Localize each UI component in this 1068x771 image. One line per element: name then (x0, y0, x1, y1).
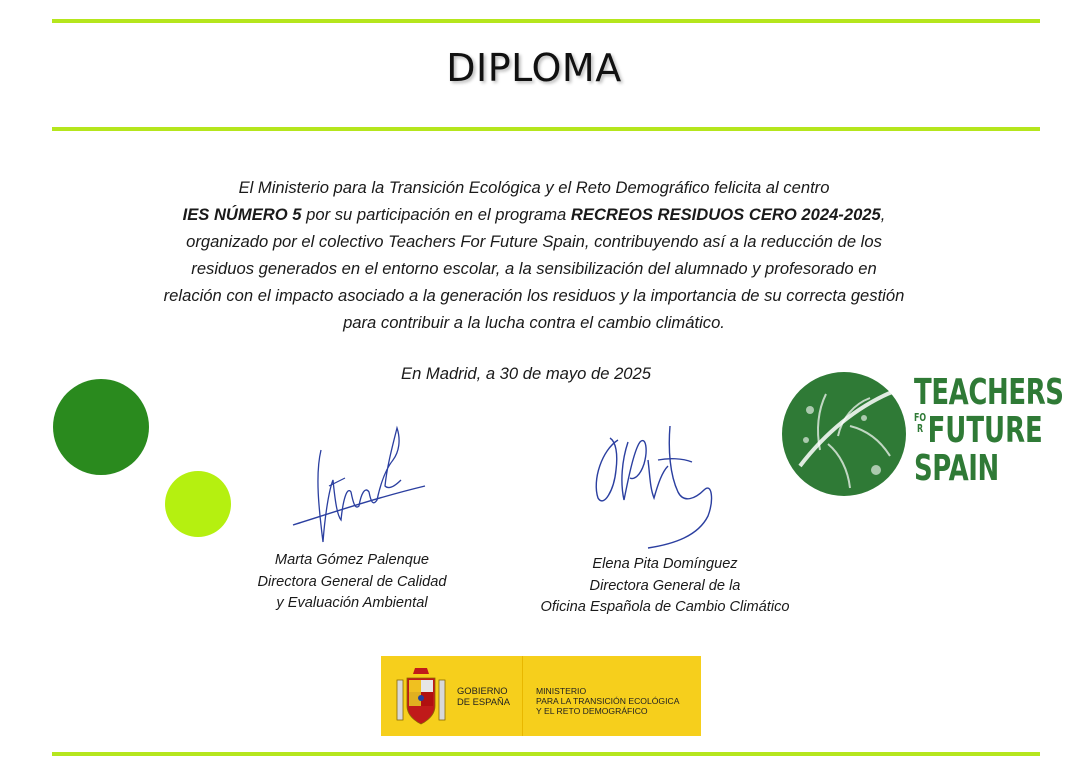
signature-2 (588, 420, 718, 555)
coat-of-arms-icon (395, 666, 447, 728)
ministry-line-1: MINISTERIO (536, 686, 587, 696)
issue-date: En Madrid, a 30 de mayo de 2025 (401, 364, 651, 383)
body-line-5: relación con el impacto asociado a la generación los residuos y la importancia de su correcta gestión (163, 286, 905, 305)
gobierno-line-2: DE ESPAÑA (457, 695, 510, 707)
program-name: RECREOS RESIDUOS CERO 2024-2025 (570, 205, 881, 224)
gobierno-line-1: GOBIERNO (457, 685, 508, 696)
signer-1-block (232, 550, 472, 615)
logo-teachers: TEACHERS (914, 372, 1064, 413)
signer-2-block (515, 554, 815, 619)
body-line-1: El Ministerio para la Transición Ecológica y el Reto Demográfico felicita al centro (238, 178, 830, 197)
logo-for: FO R (914, 411, 927, 435)
body-line-2-mid: por su participación en el programa (301, 205, 571, 224)
gobierno-label (457, 686, 510, 707)
signer-2-role-line-2: Oficina Española de Cambio Climático (540, 599, 790, 615)
body-line-6: para contribuir a la lucha contra el cambio climático. (343, 313, 725, 332)
body-line-4: residuos generados en el entorno escolar, a la sensibilización del alumnado y profesorado en (191, 259, 877, 278)
diploma-body (84, 174, 984, 336)
signature-1 (285, 420, 435, 550)
top-rule (52, 19, 1040, 23)
leaf-globe-logo (780, 370, 908, 498)
dark-green-circle (53, 379, 149, 475)
signer-2-role-line-1: Directora General de la (589, 577, 741, 594)
body-line-2-end: , (880, 205, 886, 224)
lime-green-circle (165, 471, 231, 537)
logo-future: FUTURE (927, 410, 1043, 451)
page-title: DIPLOMA (446, 46, 622, 90)
logo-spain: SPAIN (914, 448, 999, 489)
signer-1-role-line-2: y Evaluación Ambiental (276, 595, 428, 611)
ministry-label (536, 686, 679, 716)
logo-for-future-line (914, 410, 1043, 451)
partner-logo-wordmark (914, 372, 1064, 489)
ministry-line-2: PARA LA TRANSICIÓN ECOLÓGICA (536, 696, 680, 706)
signer-2-name: Elena Pita Domínguez (592, 556, 738, 572)
banner-divider (522, 656, 523, 736)
signer-1-role-line-1: Directora General de Calidad (257, 573, 447, 590)
title-rule (52, 127, 1040, 131)
government-banner (381, 656, 701, 736)
body-line-3: organizado por el colectivo Teachers For Future Spain, contribuyendo así a la reducción de los (186, 232, 882, 251)
bottom-rule (52, 752, 1040, 756)
signer-1-name: Marta Gómez Palenque (274, 552, 430, 568)
centre-name: IES NÚMERO 5 (182, 205, 302, 224)
body-line-2 (84, 201, 984, 228)
ministry-line-3: Y EL RETO DEMOGRÁFICO (536, 706, 648, 716)
